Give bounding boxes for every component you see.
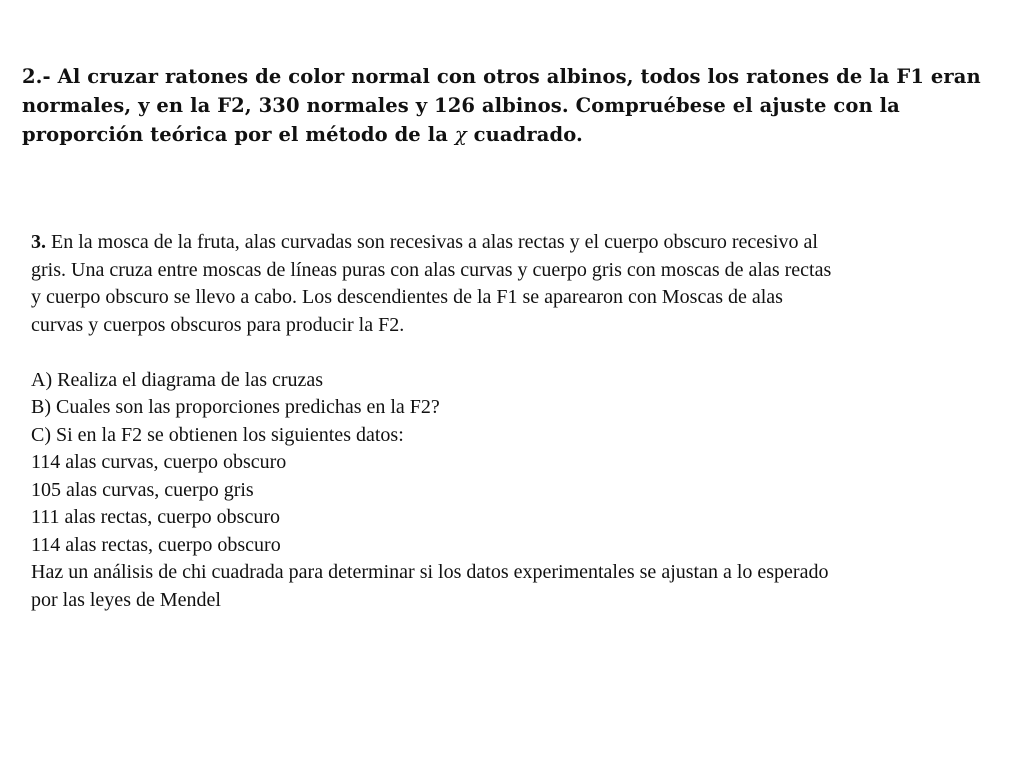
problem-3-text: [31, 229, 981, 614]
data-item: 114 alas curvas, cuerpo obscuro: [31, 451, 287, 473]
instruction-line-1: Haz un análisis de chi cuadrada para determinar si los datos experimentales se ajustan a lo esperado: [31, 561, 829, 583]
problem-3-line-3: y cuerpo obscuro se llevo a cabo. Los descendientes de la F1 se aparearon con Moscas de alas: [31, 286, 783, 308]
question-c: C) Si en la F2 se obtienen los siguientes datos:: [31, 423, 404, 446]
problem-2-line-3-end: cuadrado.: [466, 123, 583, 146]
instruction-line-2: por las leyes de Mendel: [31, 588, 221, 611]
question-b: B) Cuales son las proporciones predichas en la F2?: [31, 396, 440, 418]
problem-2-line-3-start: proporción teórica por el método de la: [22, 123, 455, 146]
problem-2-line-2: normales, y en la F2, 330 normales y 126 albinos. Compruébese el ajuste con la: [22, 94, 900, 117]
problem-2-text: [22, 62, 997, 149]
problem-3-line-1: [31, 229, 981, 257]
chi-symbol: χ: [454, 123, 467, 146]
data-item: 114 alas rectas, cuerpo obscuro: [31, 533, 281, 556]
problem-3-line-1-text: En la mosca de la fruta, alas curvadas son recesivas a alas rectas y el cuerpo obscuro recesivo al: [46, 231, 818, 253]
question-a: A) Realiza el diagrama de las cruzas: [31, 368, 324, 391]
problem-2-line-3: [22, 120, 997, 149]
problem-2-line-1: 2.- Al cruzar ratones de color normal con otros albinos, todos los ratones de la F1 eran: [22, 65, 981, 88]
problem-3-line-4: curvas y cuerpos obscuros para producir la F2.: [31, 313, 405, 336]
data-item: 105 alas curvas, cuerpo gris: [31, 478, 254, 501]
problem-3-number: 3.: [31, 231, 46, 253]
paragraph-gap: [31, 339, 981, 367]
problem-3-line-2: gris. Una cruza entre moscas de líneas puras con alas curvas y cuerpo gris con moscas de alas rectas: [31, 258, 832, 281]
data-item: 111 alas rectas, cuerpo obscuro: [31, 506, 280, 528]
